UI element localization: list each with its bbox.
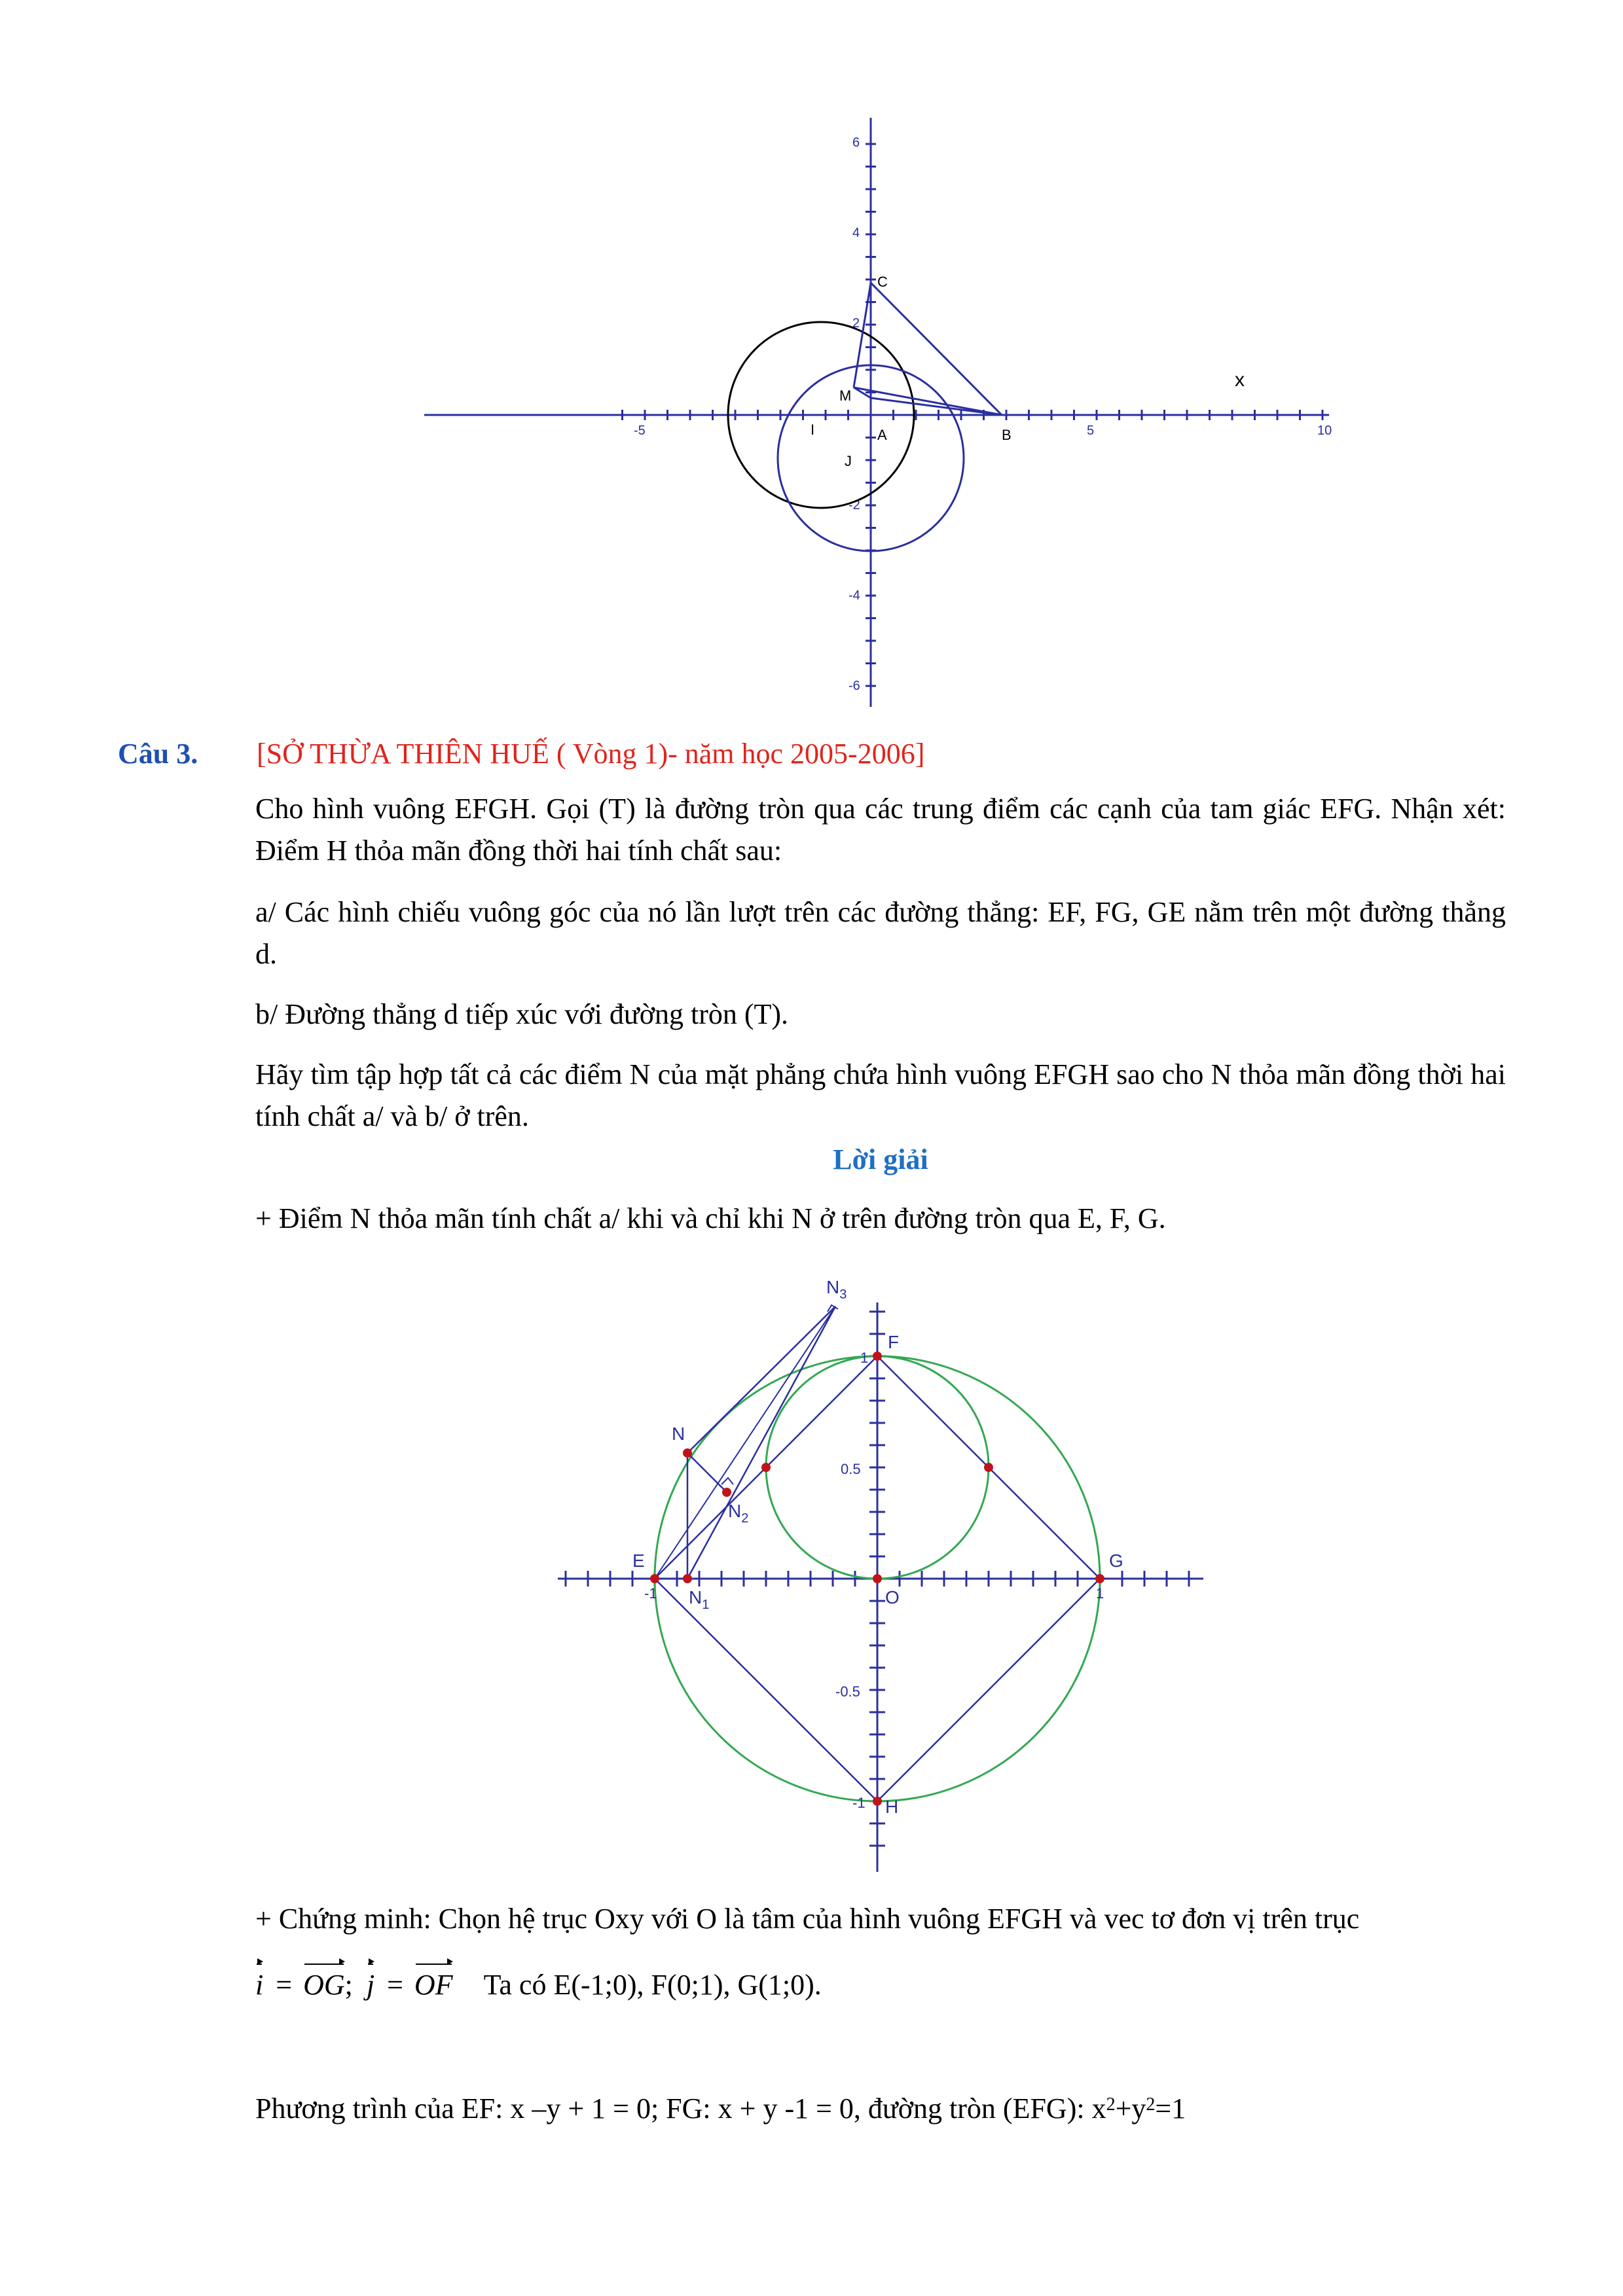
fig1-label-j: J [845,453,852,469]
fig2-tick-mhalf: -0.5 [835,1683,860,1700]
figure-2 [550,1263,1224,1878]
question-paragraph-4: Hãy tìm tập hợp tất cả các điểm N của mặt phẳng chứa hình vuông EFGH sao cho N thỏa mãn đồng thời hai tính chất a/ và b/ ở trên. [255,1058,1506,1132]
vector-i: i [255,1962,263,2008]
solution-line-4 [255,2088,1506,2130]
fig1-ytick-2: 2 [852,316,860,331]
fig1-line-ab [871,398,1002,415]
vector-j: j [367,1962,374,2008]
solution-line-3: Ta có E(-1;0), F(0;1), G(1;0). [483,1969,822,2001]
fig2-label-n: N [672,1424,685,1444]
fig1-xtick-10: 10 [1317,423,1332,438]
solution-title-text: Lời giải [833,1143,928,1175]
fig2-line-n-n2 [687,1453,727,1492]
question-source [257,733,924,775]
question-paragraph-1: Cho hình vuông EFGH. Gọi (T) là đường tròn qua các trung điểm các cạnh của tam giác EFG. Nhận xét: Điểm H thỏa mãn đồng thời hai tính chất sau: [255,793,1506,867]
question-source-text: [SỞ THỪA THIÊN HUẾ ( Vòng 1)- năm học 2005-2006] [257,738,925,770]
fig2-line-d [687,1306,835,1579]
fig1-ytick-neg6: -6 [848,679,860,693]
equation-text-c: =1 [1155,2092,1186,2125]
vector-og: OG [303,1962,345,2008]
fig2-label-h: H [885,1797,899,1817]
equation-sup-2: 2 [1146,2094,1156,2115]
fig2-tick-xm1: -1 [644,1585,657,1602]
solution-formula-line [255,1962,1506,2008]
formula: i = OG; j = OF [255,1969,460,2001]
fig2-right-angle-n2 [721,1478,733,1484]
fig1-ytick-neg2: -2 [848,498,860,512]
fig2-label-o: O [885,1587,900,1607]
fig2-tick-xp1: 1 [1096,1585,1104,1602]
fig2-tick-half: 0.5 [841,1461,861,1477]
fig2-label-n2: $N_2$ [728,1501,749,1526]
fig1-label-c: C [877,274,888,290]
fig1-label-x: x [1235,369,1245,391]
fig2-label-f: F [888,1332,900,1352]
question-paragraph-2: a/ Các hình chiếu vuông góc của nó lần lượt trên các đường thẳng: EF, FG, GE nằm trên một đường thẳng d. [255,896,1506,970]
figure-1 [419,111,1336,720]
fig1-xtick-5: 5 [1087,423,1095,438]
fig1-label-i: I [811,422,815,438]
fig2-label-n3: $N_3$ [826,1277,847,1302]
fig2-label-e: E [632,1551,645,1571]
fig1-ytick-neg4: -4 [848,588,860,603]
solution-title [255,1139,1506,1187]
fig2-label-n1: $N_1$ [689,1587,710,1612]
fig1-xtick-neg5: -5 [634,423,646,438]
fig2-tick-1: 1 [860,1350,869,1366]
fig2-tick-ym1: -1 [852,1795,866,1811]
equation-text-b: +y [1115,2092,1146,2125]
fig1-ytick-6: 6 [852,135,860,150]
fig2-line-n-n3 [687,1306,835,1453]
fig1-label-b: B [1002,427,1012,443]
vector-of: OF [414,1962,453,2008]
equation-sup-1: 2 [1106,2094,1116,2115]
solution-line-2: + Chứng minh: Chọn hệ trục Oxy với O là tâm của hình vuông EFGH và vec tơ đơn vị trên trục [255,1903,1360,1935]
fig1-ytick-4: 4 [852,226,860,240]
question-paragraph-3: b/ Đường thẳng d tiếp xúc với đường tròn (T). [255,998,789,1030]
fig2-label-g: G [1109,1551,1123,1571]
question-number: Câu 3. [118,738,198,770]
equation-text-a: Phương trình của EF: x –y + 1 = 0; FG: x + y -1 = 0, đường tròn (EFG): x [255,2092,1106,2125]
fig1-label-a: A [877,427,887,443]
solution-line-1: + Điểm N thỏa mãn tính chất a/ khi và chỉ khi N ở trên đường tròn qua E, F, G. [255,1202,1166,1234]
fig1-label-m: M [839,387,852,404]
